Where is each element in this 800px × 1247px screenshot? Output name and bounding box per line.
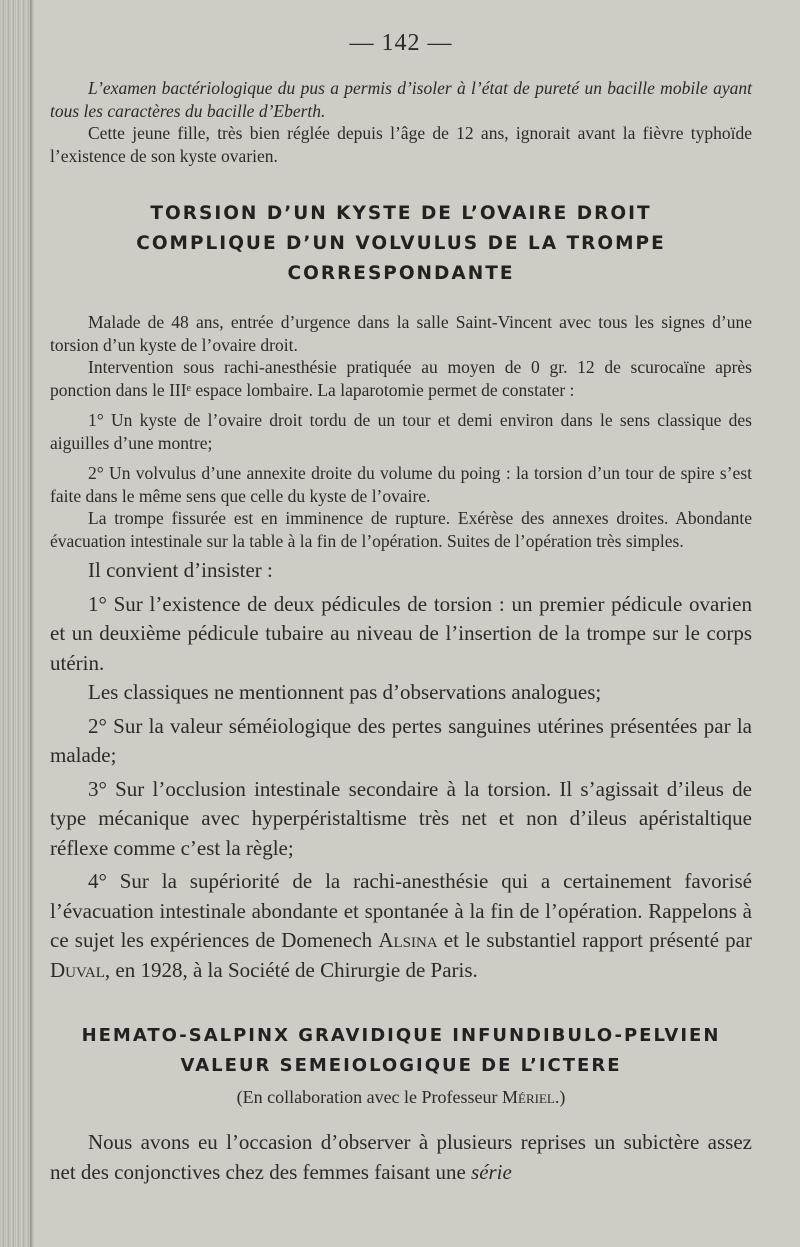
section-2-paragraph-1-text: Nous avons eu l’occasion d’observer à plusieurs reprises un subictère assez net des conjonctives chez des femmes faisant une bbox=[50, 1130, 752, 1184]
section-2-title-line-2: VALEUR SEMEIOLOGIQUE DE L’ICTERE bbox=[180, 1055, 622, 1076]
page-number: — 142 — bbox=[349, 30, 453, 56]
binding-shadow bbox=[30, 0, 34, 1247]
paragraph-11-part-b: et le substantiel rapport présenté par bbox=[437, 928, 752, 952]
section-1-paragraph-8: Les classiques ne mentionnent pas d’observations analogues; bbox=[88, 680, 602, 704]
collaboration-note bbox=[50, 1087, 752, 1108]
section-2-heading bbox=[50, 1021, 752, 1081]
book-binding-edge bbox=[0, 0, 30, 1247]
section-1-paragraph-2: Intervention sous rachi-anesthésie pratiquée au moyen de 0 gr. 12 de scurocaïne après ponction dans le IIIᵉ espace lombaire. La laparotomie permet de constater : bbox=[50, 357, 752, 400]
section-1-paragraph-3: 1° Un kyste de l’ovaire droit tordu de un tour et demi environ dans le sens classique des aiguilles d’une montre; bbox=[50, 410, 752, 453]
section-2-paragraph-1-italic: série bbox=[471, 1159, 512, 1184]
intro-paragraph-1: L’examen bactériologique du pus a permis d’isoler à l’état de pureté un bacille mobile ayant tous les caractères du bacille d’Eberth. bbox=[50, 78, 752, 121]
section-1-title-line-2: COMPLIQUE D’UN VOLVULUS DE LA TROMPE CORRESPONDANTE bbox=[136, 233, 666, 284]
paragraph-11-part-c: , en 1928, à la Société de Chirurgie de Paris. bbox=[104, 957, 478, 982]
section-1-paragraph-1: Malade de 48 ans, entrée d’urgence dans la salle Saint-Vincent avec tous les signes d’une torsion d’un kyste de l’ovaire droit. bbox=[50, 312, 752, 355]
section-1-heading bbox=[50, 199, 752, 289]
author-name-alsina: Alsina bbox=[378, 928, 438, 952]
author-name-meriel: Mériel bbox=[502, 1087, 555, 1107]
section-1-paragraph-4: 2° Un volvulus d’une annexite droite du volume du poing : la torsion d’un tour de spire s’est faite dans le même sens que celle du kyste de l’ovaire. bbox=[50, 463, 752, 506]
page-content bbox=[50, 30, 752, 1187]
section-1-paragraph-5: La trompe fissurée est en imminence de rupture. Exérèse des annexes droites. Abondante évacuation intestinale sur la table à la fin de l’opération. Suites de l’opération très simples. bbox=[50, 508, 752, 551]
section-2-paragraph-1 bbox=[50, 1128, 752, 1187]
author-name-duval: Duval bbox=[50, 957, 105, 982]
intro-paragraph-2: Cette jeune fille, très bien réglée depuis l’âge de 12 ans, ignorait avant la fièvre typhoïde l’existence de son kyste ovarien. bbox=[50, 123, 752, 166]
collab-part-b: .) bbox=[554, 1087, 566, 1107]
section-1-paragraph-10: 3° Sur l’occlusion intestinale secondaire à la torsion. Il s’agissait d’ileus de type mécanique avec hyperpéristaltisme très net et non d’ileus apéristaltique réflexe comme c’est la règle; bbox=[50, 776, 752, 860]
section-1-title-line-1: TORSION D’UN KYSTE DE L’OVAIRE DROIT bbox=[150, 203, 652, 224]
section-1-paragraph-6: Il convient d’insister : bbox=[88, 558, 273, 582]
section-1-paragraph-11 bbox=[50, 867, 752, 985]
section-1-paragraph-7: 1° Sur l’existence de deux pédicules de torsion : un premier pédicule ovarien et un deuxième pédicule tubaire au niveau de l’insertion de la trompe sur le corps utérin. bbox=[50, 591, 752, 675]
section-1-paragraph-9: 2° Sur la valeur séméiologique des pertes sanguines utérines présentées par la malade; bbox=[50, 713, 752, 767]
paragraph-11-part-a: 4° Sur la supériorité de la rachi-anesthésie qui a certainement favorisé l’évacuation intestinale abondante et spontanée à la fin de l’opération. Rappelons à ce sujet les expériences de Domenech bbox=[50, 869, 752, 952]
section-2-title-line-1: HEMATO-SALPINX GRAVIDIQUE INFUNDIBULO-PELVIEN bbox=[81, 1025, 721, 1046]
collab-part-a: (En collaboration avec le Professeur bbox=[236, 1087, 503, 1107]
